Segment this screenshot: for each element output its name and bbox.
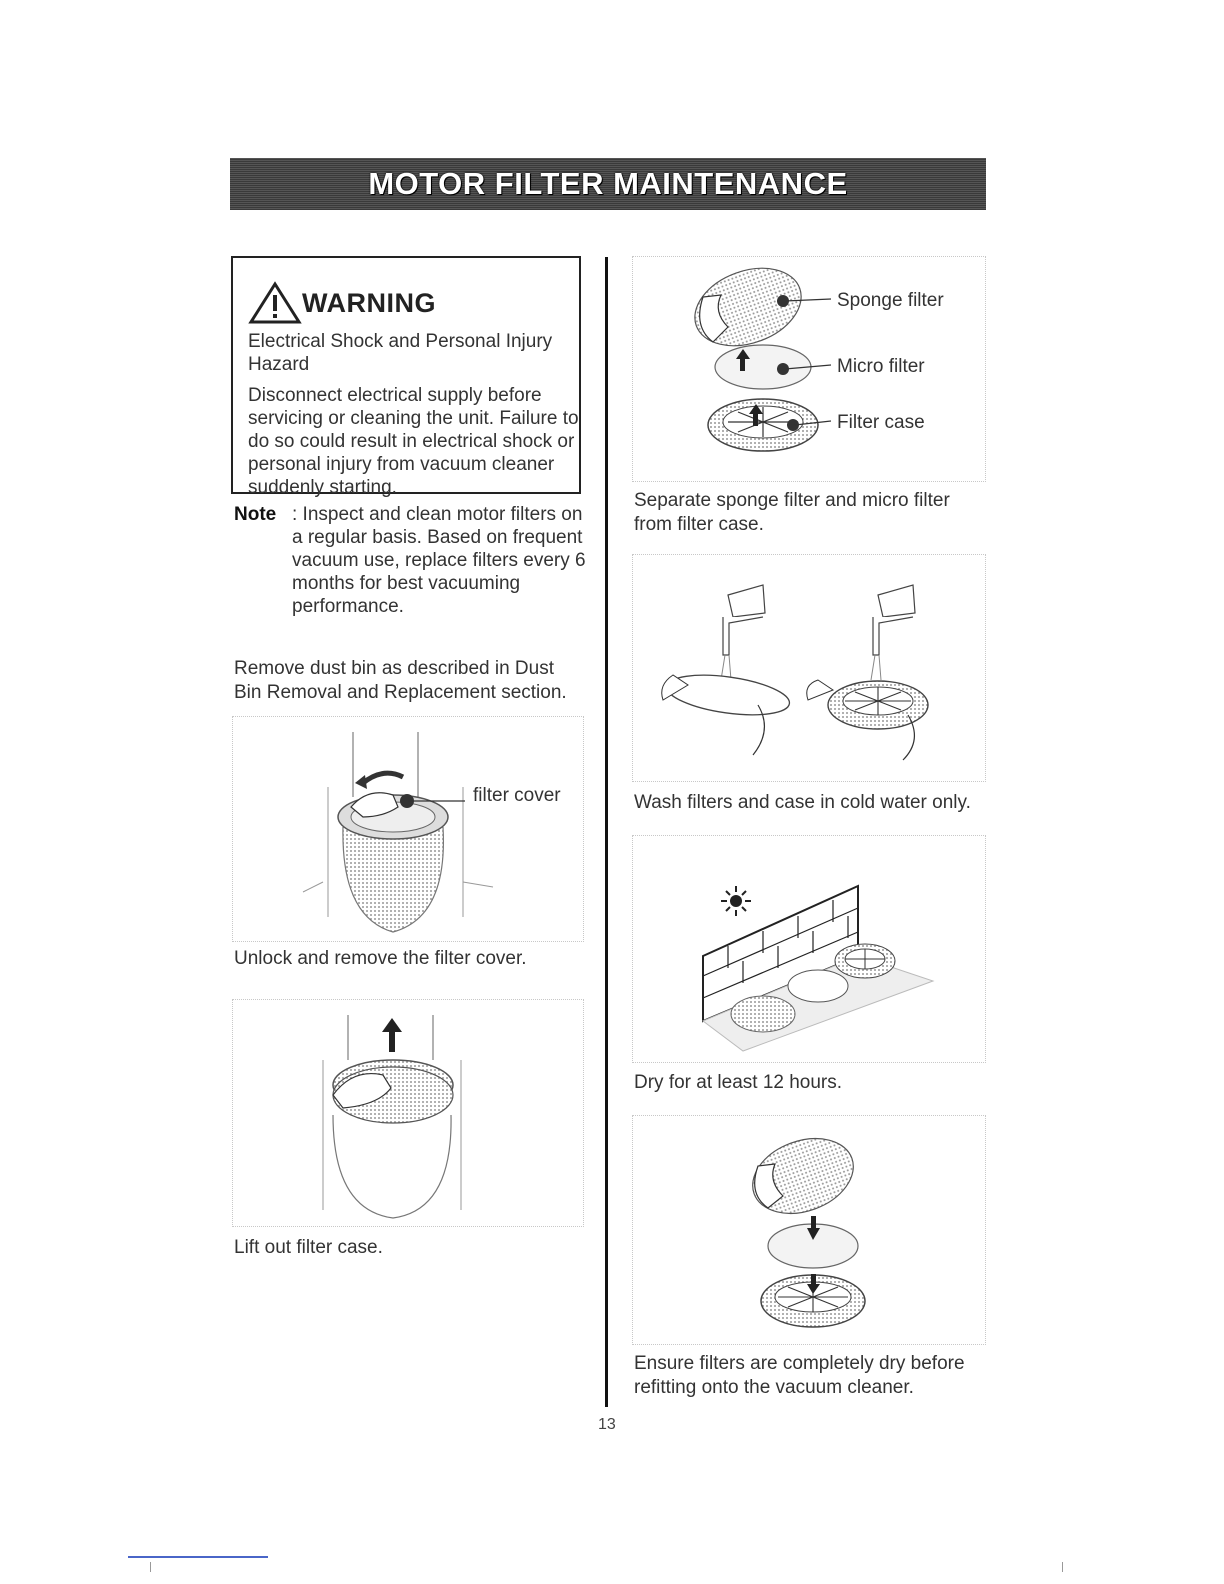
footer-rule [128, 1556, 268, 1558]
column-divider [605, 257, 608, 1407]
warning-hazard: Electrical Shock and Personal Injury Hazard [248, 331, 553, 375]
footer-tick-right [1062, 1562, 1063, 1572]
intro-text: Remove dust bin as described in Dust Bin Removal and Replacement section. [234, 658, 567, 703]
warning-triangle-icon [248, 281, 302, 325]
note-text: : Inspect and clean motor filters on a regular basis. Based on frequent vacuum use, replace filters every 6 months for best vacuuming performance. [292, 504, 586, 617]
drying-filters-illustration [633, 836, 985, 1062]
note-label: Note [234, 504, 277, 525]
caption-step6: Ensure filters are completely dry before refitting onto the vacuum cleaner. [634, 1353, 965, 1398]
warning-title: WARNING [302, 287, 436, 318]
callout-filter-case: Filter case [837, 412, 925, 433]
note [234, 503, 594, 618]
callout-sponge-filter: Sponge filter [837, 290, 944, 311]
illustration-filter-cover [232, 716, 584, 942]
section-title-bar [230, 158, 986, 210]
warning-box [231, 256, 581, 498]
illustration-dry-filters [632, 835, 986, 1063]
lift-filter-case-illustration [233, 1000, 583, 1226]
vacuum-filter-cover-illustration [233, 717, 583, 941]
caption-step1: Unlock and remove the filter cover. [234, 948, 527, 969]
illustration-refit-filters [632, 1115, 986, 1345]
refit-filters-illustration [633, 1116, 985, 1344]
illustration-wash-filters [632, 554, 986, 782]
footer-tick-left [150, 1562, 151, 1572]
caption-step2: Lift out filter case. [234, 1237, 383, 1258]
illustration-lift-filter-case [232, 999, 584, 1227]
callout-micro-filter: Micro filter [837, 356, 925, 377]
page-number: 13 [598, 1416, 616, 1433]
section-title: MOTOR FILTER MAINTENANCE [368, 166, 848, 201]
callout-filter-cover: filter cover [473, 785, 561, 806]
caption-step5: Dry for at least 12 hours. [634, 1072, 843, 1093]
washing-filters-illustration [633, 555, 985, 781]
illustration-separate-filters [632, 256, 986, 482]
caption-step3: Separate sponge filter and micro filter from filter case. [634, 490, 950, 535]
warning-body: Disconnect electrical supply before servicing or cleaning the unit. Failure to do so could result in electrical shock or personal injury from vacuum cleaner suddenly starting. [248, 385, 579, 498]
caption-step4: Wash filters and case in cold water only. [634, 792, 971, 813]
